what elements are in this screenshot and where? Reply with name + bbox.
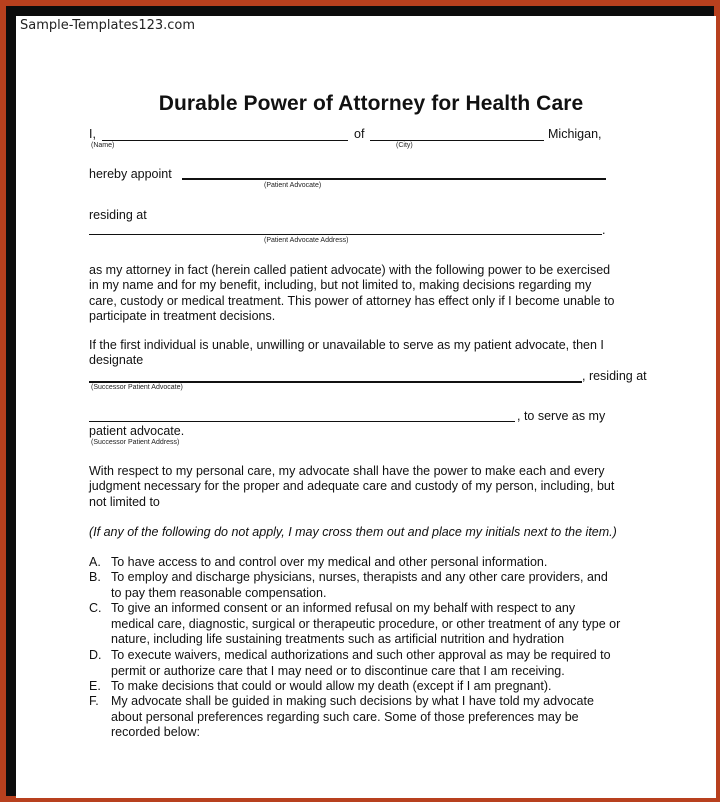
watermark: Sample-Templates123.com xyxy=(20,18,196,33)
text-michigan: Michigan, xyxy=(548,127,602,141)
name-line xyxy=(102,140,348,141)
document-page: Sample-Templates123.com Durable Power of Attorney for Health Care I, of Michigan, (Name) (City) hereby appoint (Patient Advocate) residing at . (Patient Advocate Address) as my attorney in fact (herein called patient advocate) with the following power to be exercised in my name and for my benefit, including, but not limited to, making decisions regarding my care, custody or medical treatment. This power of attorney has effect only if I become unable to participate in treatment decisions. If the first individual is unable, unwilling or unavailable to serve as my patient advocate, then I designate , residing at (Successor Patient Advocate) , to serve as my patient advocate. (Successor Patient Address) With respect to my personal care, my advocate shall have the power to make each and every judgment necessary for the proper and adequate care and custody of my person, including, but not limited to (If any of the following do not apply, I may cross them out and place my initials next to the item.) A. To have access to and control over my medical and other personal information. B. To employ and discharge physicians, nurses, therapists and any other care providers, and to pay them reasonable compensation. C. To give an informed consent or an informed refusal on my behalf with respect to any medical care, diagnostic, surgical or therapeutic procedure, or other treatment of any type or nature, including life sustaining treatments such as artificial nutrition and hydration D. To execute waivers, medical authorizations and such other approval as may be required to permit or authorize care that I may need or to discontinue care that I am receiving. E. To make decisions that could or would allow my death (except if I am pregnant). F. My advocate shall be guided in making such decisions by what I have told my advocate about personal preferences regarding such care. Some of those preferences may be recorded below: xyxy=(16,16,716,798)
patient-advocate-line xyxy=(182,178,606,180)
document-title: Durable Power of Attorney for Health Care xyxy=(158,92,584,115)
note-initials: (If any of the following do not apply, I may cross them out and place my initials next to the item.) xyxy=(89,525,617,539)
successor-address-caption: (Successor Patient Address) xyxy=(91,439,180,446)
document-frame xyxy=(6,6,714,796)
text-residing-at: residing at xyxy=(89,208,147,222)
successor-advocate-caption: (Successor Patient Advocate) xyxy=(91,384,183,391)
paragraph-personal-care: With respect to my personal care, my advocate shall have the power to make each and every judgment necessary for the proper and adequate care and custody of my person, including, but not limited to xyxy=(89,464,615,509)
text-period: . xyxy=(602,223,606,237)
address-caption: (Patient Advocate Address) xyxy=(264,237,349,244)
successor-address-line xyxy=(89,421,515,422)
text-serve: , to serve as my xyxy=(517,409,606,423)
paragraph-successor: If the first individual is unable, unwilling or unavailable to serve as my patient advocate, then I designate xyxy=(89,338,604,368)
text-hereby-appoint: hereby appoint xyxy=(89,167,172,181)
address-line xyxy=(89,234,602,235)
successor-advocate-line xyxy=(89,381,582,383)
city-caption: (City) xyxy=(396,142,413,149)
city-line xyxy=(370,140,544,141)
name-caption: (Name) xyxy=(91,142,115,149)
text-patient-advocate: patient advocate. xyxy=(89,424,185,438)
text-i: I, xyxy=(89,127,96,141)
paragraph-attorney-in-fact: as my attorney in fact (herein called patient advocate) with the following power to be exercised in my name and for my benefit, including, but not limited to, making decisions regarding my care, custody or medical treatment. This power of attorney has effect only if I become unable to participate in treatment decisions. xyxy=(89,263,615,323)
text-of: of xyxy=(354,127,365,141)
patient-advocate-caption: (Patient Advocate) xyxy=(264,182,322,189)
text-residing-at-2: , residing at xyxy=(582,369,647,383)
